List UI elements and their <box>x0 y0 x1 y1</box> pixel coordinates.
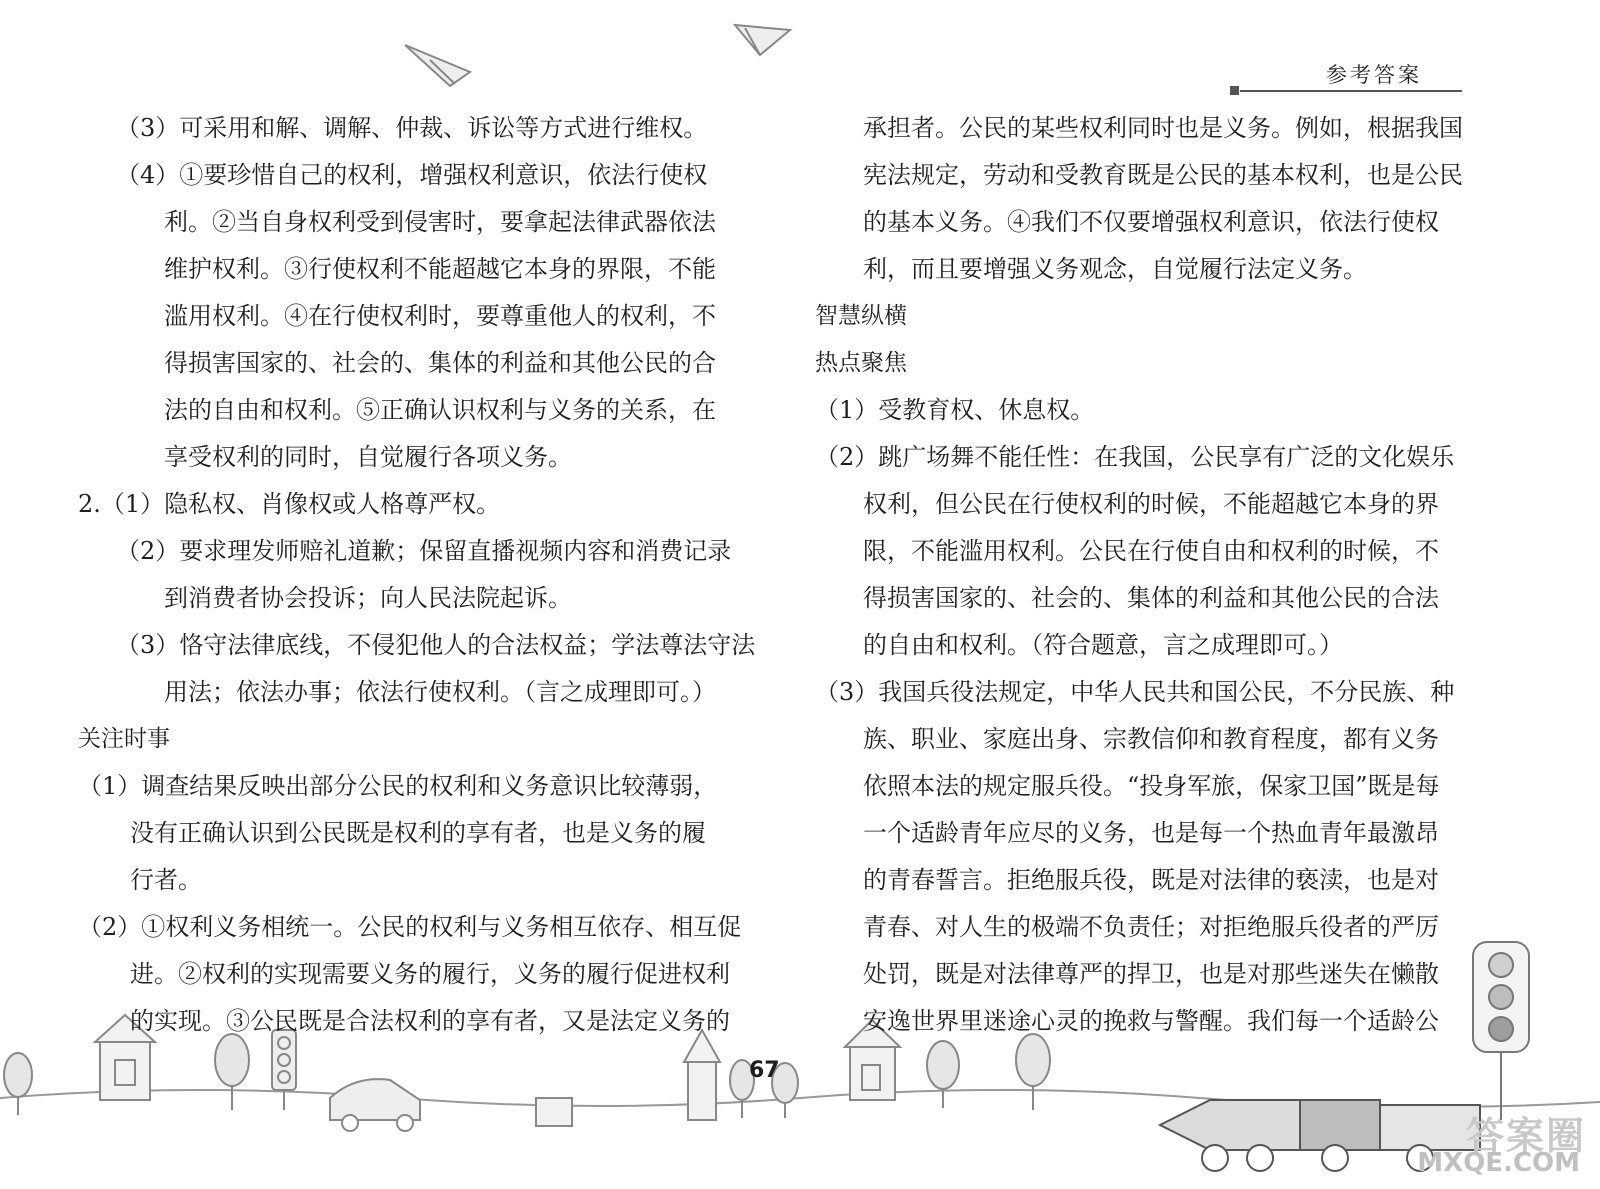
text-line: 权利，但公民在行使权利的时候，不能超越它本身的界 <box>863 490 1439 518</box>
text-line: 法的自由和权利。⑤正确认识权利与义务的关系，在 <box>164 396 716 424</box>
text-line: （2）要求理发师赔礼道歉；保留直播视频内容和消费记录 <box>116 537 732 565</box>
text-line: 一个适龄青年应尽的义务，也是每一个热血青年最激昂 <box>863 819 1439 847</box>
text-line: 没有正确认识到公民既是权利的享有者，也是义务的履 <box>130 819 706 847</box>
section-heading: 关注时事 <box>78 726 170 752</box>
text-line: 维护权利。③行使权利不能超越它本身的界限，不能 <box>164 255 716 283</box>
text-line: （1）调查结果反映出部分公民的权利和义务意识比较薄弱， <box>78 772 718 800</box>
text-line: （1）受教育权、休息权。 <box>815 396 1095 424</box>
text-line: （3）可采用和解、调解、仲裁、诉讼等方式进行维权。 <box>116 114 708 142</box>
text-line: 享受权利的同时，自觉履行各项义务。 <box>164 443 572 471</box>
text-line: 滥用权利。④在行使权利时，要尊重他人的权利，不 <box>164 302 716 330</box>
page-number: 67 <box>749 1058 780 1083</box>
text-line: 利，而且要增强义务观念，自觉履行法定义务。 <box>863 255 1367 283</box>
text-line: 得损害国家的、社会的、集体的利益和其他公民的合 <box>164 349 716 377</box>
text-line: 行者。 <box>130 866 202 894</box>
text-line: 的基本义务。④我们不仅要增强权利意识，依法行使权 <box>863 208 1439 236</box>
text-line: 2.（1）隐私权、肖像权或人格尊严权。 <box>78 490 501 518</box>
header-title: 参考答案 <box>1326 63 1422 87</box>
text-line: 用法；依法办事；依法行使权利。（言之成理即可。） <box>164 678 716 706</box>
text-line: （3）恪守法律底线，不侵犯他人的合法权益；学法尊法守法 <box>116 631 756 659</box>
text-line: 限，不能滥用权利。公民在行使自由和权利的时候，不 <box>863 537 1439 565</box>
right-column <box>815 105 1495 1045</box>
text-line: 的实现。③公民既是合法权利的享有者，又是法定义务的 <box>130 1007 730 1035</box>
text-line: 族、职业、家庭出身、宗教信仰和教育程度，都有义务 <box>863 725 1439 753</box>
paper-plane-icon <box>405 25 790 86</box>
watermark-url: MXQE.COM <box>1417 1148 1580 1178</box>
text-line: （2）①权利义务相统一。公民的权利与义务相互依存、相互促 <box>78 913 742 941</box>
left-column <box>78 105 758 1045</box>
text-line: （3）我国兵役法规定，中华人民共和国公民，不分民族、种 <box>815 678 1455 706</box>
car-icon <box>330 1079 420 1131</box>
text-line: 依照本法的规定服兵役。“投身军旅，保家卫国”既是每 <box>863 772 1440 800</box>
text-line: （4）①要珍惜自己的权利，增强权利意识，依法行使权 <box>116 161 708 189</box>
text-line: 处罚，既是对法律尊严的捍卫，也是对那些迷失在懒散 <box>863 960 1439 988</box>
text-line: 承担者。公民的某些权利同时也是义务。例如，根据我国 <box>863 114 1463 142</box>
text-line: 的青春誓言。拒绝服兵役，既是对法律的亵渎，也是对 <box>863 866 1439 894</box>
text-line: 得损害国家的、社会的、集体的利益和其他公民的合法 <box>863 584 1439 612</box>
section-heading: 热点聚焦 <box>815 350 907 376</box>
text-line: （2）跳广场舞不能任性：在我国，公民享有广泛的文化娱乐 <box>815 443 1455 471</box>
text-line: 安逸世界里迷途心灵的挽救与警醒。我们每一个适龄公 <box>863 1007 1439 1035</box>
text-line: 宪法规定，劳动和受教育既是公民的基本权利，也是公民 <box>863 161 1463 189</box>
text-line: 进。②权利的实现需要义务的履行，义务的履行促进权利 <box>130 960 730 988</box>
text-line: 青春、对人生的极端不负责任；对拒绝服兵役者的严厉 <box>863 913 1439 941</box>
text-line: 到消费者协会投诉；向人民法院起诉。 <box>164 584 572 612</box>
text-line: 的自由和权利。（符合题意，言之成理即可。） <box>863 631 1343 659</box>
text-line: 利。②当自身权利受到侵害时，要拿起法律武器依法 <box>164 208 716 236</box>
watermark-logo: 答案圈 <box>1465 1114 1586 1158</box>
section-heading: 智慧纵横 <box>815 303 907 329</box>
